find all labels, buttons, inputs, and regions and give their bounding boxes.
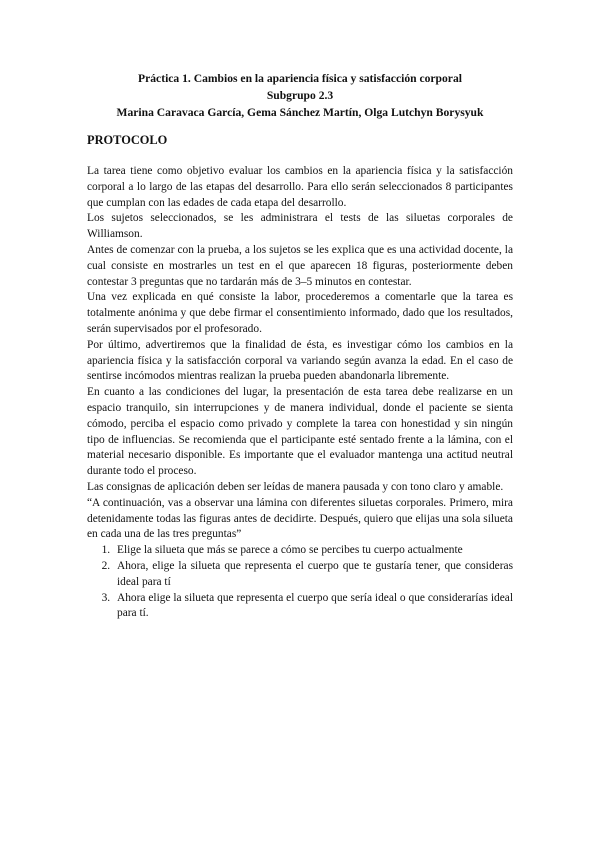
paragraph: Por último, advertiremos que la finalidad de ésta, es investigar cómo los cambios en la apariencia física y la satisfacción corporal va variando según avanza la edad. En el caso de sentirse incómodos mientras realizan la prueba pueden abandonarla libremente. bbox=[87, 338, 513, 383]
document-header bbox=[0, 70, 600, 121]
question-item: 3. Ahora elige la silueta que representa el cuerpo que sería ideal o que considerarías ideal para tí. bbox=[113, 591, 513, 623]
question-list bbox=[87, 543, 513, 622]
subgroup-label: Subgrupo 2.3 bbox=[266, 89, 334, 102]
paragraph: Una vez explicada en qué consiste la labor, procederemos a comentarle que la tarea es totalmente anónima y que debe firmar el consentimiento informado, dado que los resultados, serán supervisados por el profesorado. bbox=[87, 291, 513, 335]
authors-line: Marina Caravaca García, Gema Sánchez Martín, Olga Lutchyn Borysyuk bbox=[116, 106, 484, 119]
question-item: 2. Ahora, elige la silueta que representa el cuerpo que te gustaría tener, que consideras ideal para tí bbox=[113, 559, 513, 591]
paragraph: Los sujetos seleccionados, se les administrara el tests de las siluetas corporales de Williamson. bbox=[87, 212, 513, 241]
paragraph: La tarea tiene como objetivo evaluar los cambios en la apariencia física y la satisfacción corporal a lo largo de las etapas del desarrollo. Para ello serán seleccionados 8 participantes que cumplan con las edades de cada etapa del desarrollo. bbox=[87, 165, 513, 209]
paragraph: “A continuación, vas a observar una lámina con diferentes siluetas corporales. Primero, mira detenidamente todas las figuras antes de decidirte. Después, quiero que elijas una sola silueta en cada una de las tres preguntas” bbox=[87, 496, 513, 541]
paragraph: Antes de comenzar con la prueba, a los sujetos se les explica que es una actividad docente, la cual consiste en mostrarles un test en el que aparecen 18 figuras, posteriormente deben contestar 3 preguntas que no tardarán más de 3–5 minutos en contestar. bbox=[87, 243, 513, 288]
paragraph: Las consignas de aplicación deben ser leídas de manera pausada y con tono claro y amable. bbox=[87, 480, 504, 493]
document-body bbox=[87, 164, 513, 622]
question-item: 1. Elige la silueta que más se parece a cómo se percibes tu cuerpo actualmente bbox=[113, 543, 513, 559]
paragraph: En cuanto a las condiciones del lugar, la presentación de esta tarea debe realizarse en un espacio tranquilo, sin interrupciones y de manera individual, donde el paciente se sienta cómodo, perciba el espacio como privado y complete la tarea con honestidad y sin ningún tipo de influencias. Se recomienda que el participante esté sentado frente a la lámina, con el material necesario disponible. Es importante que el evaluador mantenga una actitud neutral durante todo el proceso. bbox=[87, 386, 513, 478]
document-title: Práctica 1. Cambios en la apariencia física y satisfacción corporal bbox=[138, 72, 462, 85]
section-title: PROTOCOLO bbox=[87, 133, 168, 147]
